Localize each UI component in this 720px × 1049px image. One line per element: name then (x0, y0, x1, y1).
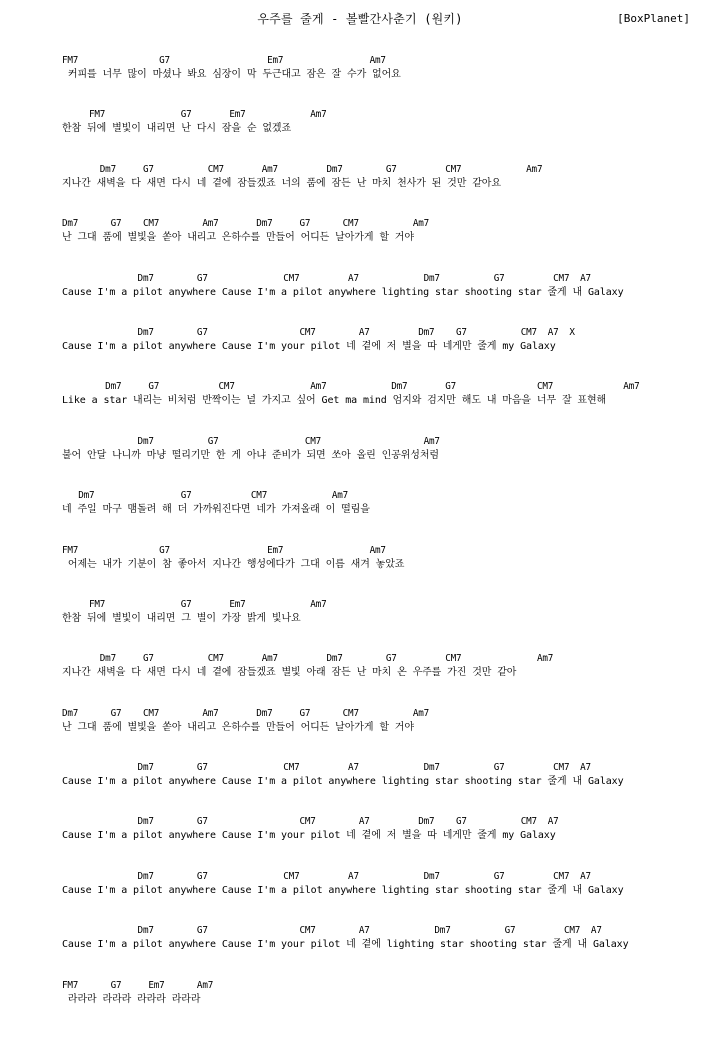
lyric-line: Like a star 내리는 비처럼 반짝이는 널 가지고 싶어 Get ma mind 엄지와 검지만 해도 내 마음을 너무 잘 표현해 (62, 395, 607, 407)
stanza (62, 272, 702, 326)
lyric-line: 라라라 라라라 라라라 라라라 (62, 993, 201, 1005)
chord-line: Dm7 G7 CM7 A7 Dm7 G7 CM7 A7 (62, 870, 591, 882)
stanza (62, 598, 702, 652)
lyric-line: 불어 안달 나니까 마냥 떨리기만 한 게 아냐 준비가 되면 쏘아 올린 인공위성처럼 (62, 449, 439, 461)
lyric-line: Cause I'm a pilot anywhere Cause I'm your pilot 네 곁에 저 별을 따 네게만 줄게 my Galaxy (62, 340, 556, 352)
stanza (62, 979, 702, 1033)
chord-line: Dm7 G7 CM7 Am7 Dm7 G7 CM7 Am7 (62, 163, 543, 175)
chord-sheet (62, 54, 702, 1033)
lyric-line: 난 그대 품에 별빛을 쏟아 내리고 은하수를 만들어 어디든 날아가게 할 거야 (62, 721, 414, 733)
lyric-line: 난 그대 품에 별빛을 쏟아 내리고 은하수를 만들어 어디든 날아가게 할 거야 (62, 232, 414, 244)
chord-line: FM7 G7 Em7 Am7 (62, 544, 386, 556)
chord-line: FM7 G7 Em7 Am7 (62, 109, 327, 121)
lyric-line: 지나간 새벽을 다 새면 다시 네 곁에 잠들겠죠 별빛 아래 잠든 난 마치 온 우주를 가진 것만 같아 (62, 667, 517, 679)
lyric-line: 지나간 새벽을 다 새면 다시 네 곁에 잠들겠죠 너의 품에 잠든 난 마치 천사가 된 것만 같아요 (62, 177, 501, 189)
chord-line: Dm7 G7 CM7 A7 Dm7 G7 CM7 A7 X (62, 326, 575, 338)
song-title: 우주를 줄게 - 볼빨간사춘기 (원키) (257, 12, 463, 26)
stanza (62, 163, 702, 217)
stanza (62, 108, 702, 162)
lyric-line: Cause I'm a pilot anywhere Cause I'm your pilot 네 곁에 lighting star shooting star 줄게 내 Galaxy (62, 939, 629, 951)
chord-line: Dm7 G7 CM7 Am7 Dm7 G7 CM7 Am7 (62, 218, 430, 230)
lyric-line: 네 주일 마구 맴돌려 해 더 가까워진다면 네가 가져올래 이 떨림을 (62, 504, 370, 516)
header (0, 10, 720, 28)
chord-line: FM7 G7 Em7 Am7 (62, 598, 327, 610)
stanza (62, 815, 702, 869)
chord-line: Dm7 G7 CM7 A7 Dm7 G7 CM7 A7 (62, 762, 591, 774)
lyric-line: 커피를 너무 많이 마셨나 봐요 심장이 막 두근대고 잠은 잘 수가 없어요 (62, 69, 401, 80)
brand-label: [BoxPlanet] (617, 12, 690, 25)
chord-line: FM7 G7 Em7 Am7 (62, 55, 386, 66)
chord-line: Dm7 G7 CM7 Am7 (62, 435, 440, 447)
stanza (62, 652, 702, 706)
lyric-line: 어제는 내가 기분이 참 좋아서 지나간 행성에다가 그대 이름 새겨 놓았죠 (62, 558, 405, 570)
chord-line: Dm7 G7 CM7 Am7 Dm7 G7 CM7 Am7 (62, 707, 430, 719)
stanza (62, 761, 702, 815)
stanza (62, 870, 702, 924)
lyric-line: 한참 뒤에 별빛이 내리면 난 다시 잠을 순 없겠죠 (62, 123, 292, 135)
stanza (62, 326, 702, 380)
stanza (62, 924, 702, 978)
chord-line: Dm7 G7 CM7 A7 Dm7 G7 CM7 A7 (62, 272, 591, 284)
stanza (62, 54, 702, 108)
chord-line: Dm7 G7 CM7 A7 Dm7 G7 CM7 A7 (62, 925, 602, 937)
chord-line: Dm7 G7 CM7 Am7 Dm7 G7 CM7 Am7 (62, 653, 554, 665)
lyric-line: Cause I'm a pilot anywhere Cause I'm a pilot anywhere lighting star shooting star 줄게 내 Galaxy (62, 884, 624, 896)
stanza (62, 544, 702, 598)
stanza (62, 489, 702, 543)
stanza (62, 435, 702, 489)
chord-line: Dm7 G7 CM7 A7 Dm7 G7 CM7 A7 (62, 816, 559, 828)
chord-line: Dm7 G7 CM7 Am7 (62, 490, 349, 502)
chord-line: Dm7 G7 CM7 Am7 Dm7 G7 CM7 Am7 (62, 381, 640, 393)
lyric-line: Cause I'm a pilot anywhere Cause I'm a pilot anywhere lighting star shooting star 줄게 내 Galaxy (62, 776, 624, 788)
stanza (62, 380, 702, 434)
lyric-line: Cause I'm a pilot anywhere Cause I'm a pilot anywhere lighting star shooting star 줄게 내 Galaxy (62, 286, 624, 298)
lyric-line: Cause I'm a pilot anywhere Cause I'm your pilot 네 곁에 저 별을 따 네게만 줄게 my Galaxy (62, 830, 556, 842)
stanza (62, 217, 702, 271)
chord-line: FM7 G7 Em7 Am7 (62, 979, 214, 991)
stanza (62, 707, 702, 761)
lyric-line: 한참 뒤에 별빛이 내리면 그 별이 가장 밝게 빛나요 (62, 612, 301, 624)
